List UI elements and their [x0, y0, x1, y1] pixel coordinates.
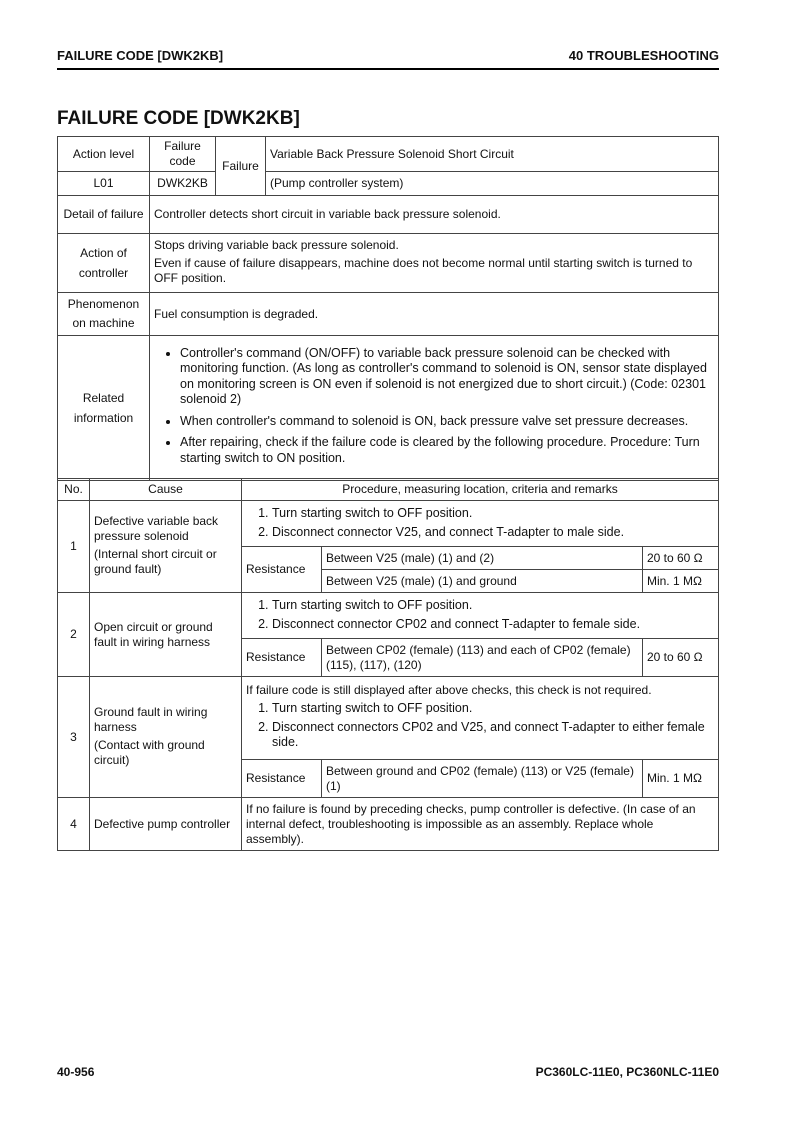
- header-section-title: FAILURE CODE [DWK2KB]: [57, 48, 224, 63]
- detail-text: Controller detects short circuit in variable back pressure solenoid.: [150, 196, 719, 234]
- col-header-cause: Cause: [90, 479, 242, 501]
- related-item: • Controller's command (ON/OFF) to variable back pressure solenoid can be checked with monitoring function. (As long as controller's command to solenoid is ON, sensor state displayed on monitoring screen is ON even if solenoid is not energized due to short circuit.) (Code: 02301 solenoid 2): [180, 346, 714, 408]
- detail-label: Detail of failure: [58, 196, 150, 234]
- measure-location: Between ground and CP02 (female) (113) or V25 (female) (1): [322, 760, 643, 798]
- model-name: PC360LC-11E0, PC360NLC-11E0: [535, 1065, 719, 1079]
- cause-detail: (Contact with ground circuit): [94, 737, 205, 767]
- action-level-label: Action level: [58, 137, 150, 172]
- related-label: Related information: [58, 336, 150, 481]
- resistance-label: Resistance: [242, 639, 322, 677]
- action-cell: [150, 234, 719, 293]
- step: 1. Turn starting switch to OFF position.: [272, 701, 714, 717]
- related-list: [154, 346, 714, 467]
- header-chapter-title: 40 TROUBLESHOOTING: [568, 48, 719, 63]
- action-text-2: Even if cause of failure disappears, machine does not become normal until starting switch is turned to OFF position.: [154, 256, 693, 285]
- step: 2. Disconnect connector V25, and connect T-adapter to male side.: [272, 525, 714, 541]
- procedure-note: If failure code is still displayed after above checks, this check is not required.: [246, 683, 652, 698]
- measure-value: Min. 1 MΩ: [642, 760, 718, 798]
- row-number: 4: [58, 798, 90, 851]
- page-number: 40-956: [57, 1065, 95, 1079]
- procedure-steps: [242, 501, 719, 547]
- failure-title: Variable Back Pressure Solenoid Short Circuit: [266, 137, 719, 172]
- measure-location: Between V25 (male) (1) and ground: [322, 570, 643, 593]
- related-cell: [150, 336, 719, 481]
- action-level-value: L01: [58, 172, 150, 196]
- phenomenon-text: Fuel consumption is degraded.: [150, 293, 719, 336]
- failure-code-label: Failure code: [150, 137, 216, 172]
- cause-detail: (Internal short circuit or ground fault): [94, 547, 217, 576]
- step: 2. Disconnect connectors CP02 and V25, and connect T-adapter to either female side.: [272, 720, 714, 751]
- action-label: Action of controller: [58, 234, 150, 293]
- measure-value: 20 to 60 Ω: [642, 547, 718, 570]
- related-item: • After repairing, check if the failure code is cleared by the following procedure. Procedure: Turn starting switch to ON position.: [180, 435, 714, 466]
- cause-cell: [90, 501, 242, 593]
- col-header-no: No.: [58, 479, 90, 501]
- procedure-steps: [242, 677, 719, 760]
- page-header: [57, 48, 719, 70]
- measure-location: Between V25 (male) (1) and (2): [322, 547, 643, 570]
- col-header-procedure: Procedure, measuring location, criteria and remarks: [242, 479, 719, 501]
- measure-value: 20 to 60 Ω: [642, 639, 718, 677]
- procedure-steps: [242, 593, 719, 639]
- step: 1. Turn starting switch to OFF position.: [272, 598, 714, 614]
- resistance-label: Resistance: [242, 760, 322, 798]
- cause-text: Defective variable back pressure solenoid: [94, 514, 219, 543]
- related-item: • When controller's command to solenoid is ON, back pressure valve set pressure decreases.: [180, 414, 714, 430]
- cause-table: [57, 478, 719, 851]
- resistance-label: Resistance: [242, 547, 322, 593]
- measure-location: Between CP02 (female) (113) and each of CP02 (female) (115), (117), (120): [322, 639, 643, 677]
- failure-label: Failure: [216, 137, 266, 196]
- failure-system: (Pump controller system): [266, 172, 719, 196]
- cause-text: Open circuit or ground fault in wiring harness: [90, 593, 242, 677]
- cause-cell: [90, 677, 242, 798]
- page-footer: [57, 1065, 719, 1079]
- measure-value: Min. 1 MΩ: [642, 570, 718, 593]
- action-text-1: Stops driving variable back pressure solenoid.: [154, 238, 399, 252]
- procedure-note: If no failure is found by preceding checks, pump controller is defective. (In case of an internal defect, troubleshooting is impossible as an assembly. Replace whole assembly).: [242, 798, 719, 851]
- phenomenon-label: Phenomenon on machine: [58, 293, 150, 336]
- row-number: 2: [58, 593, 90, 677]
- cause-text: Defective pump controller: [90, 798, 242, 851]
- row-number: 1: [58, 501, 90, 593]
- failure-info-table: [57, 136, 719, 481]
- failure-code-value: DWK2KB: [150, 172, 216, 196]
- page-title: FAILURE CODE [DWK2KB]: [57, 108, 300, 129]
- step: 2. Disconnect connector CP02 and connect T-adapter to female side.: [272, 617, 714, 633]
- row-number: 3: [58, 677, 90, 798]
- cause-text: Ground fault in wiring harness: [94, 704, 208, 734]
- step: 1. Turn starting switch to OFF position.: [272, 506, 714, 522]
